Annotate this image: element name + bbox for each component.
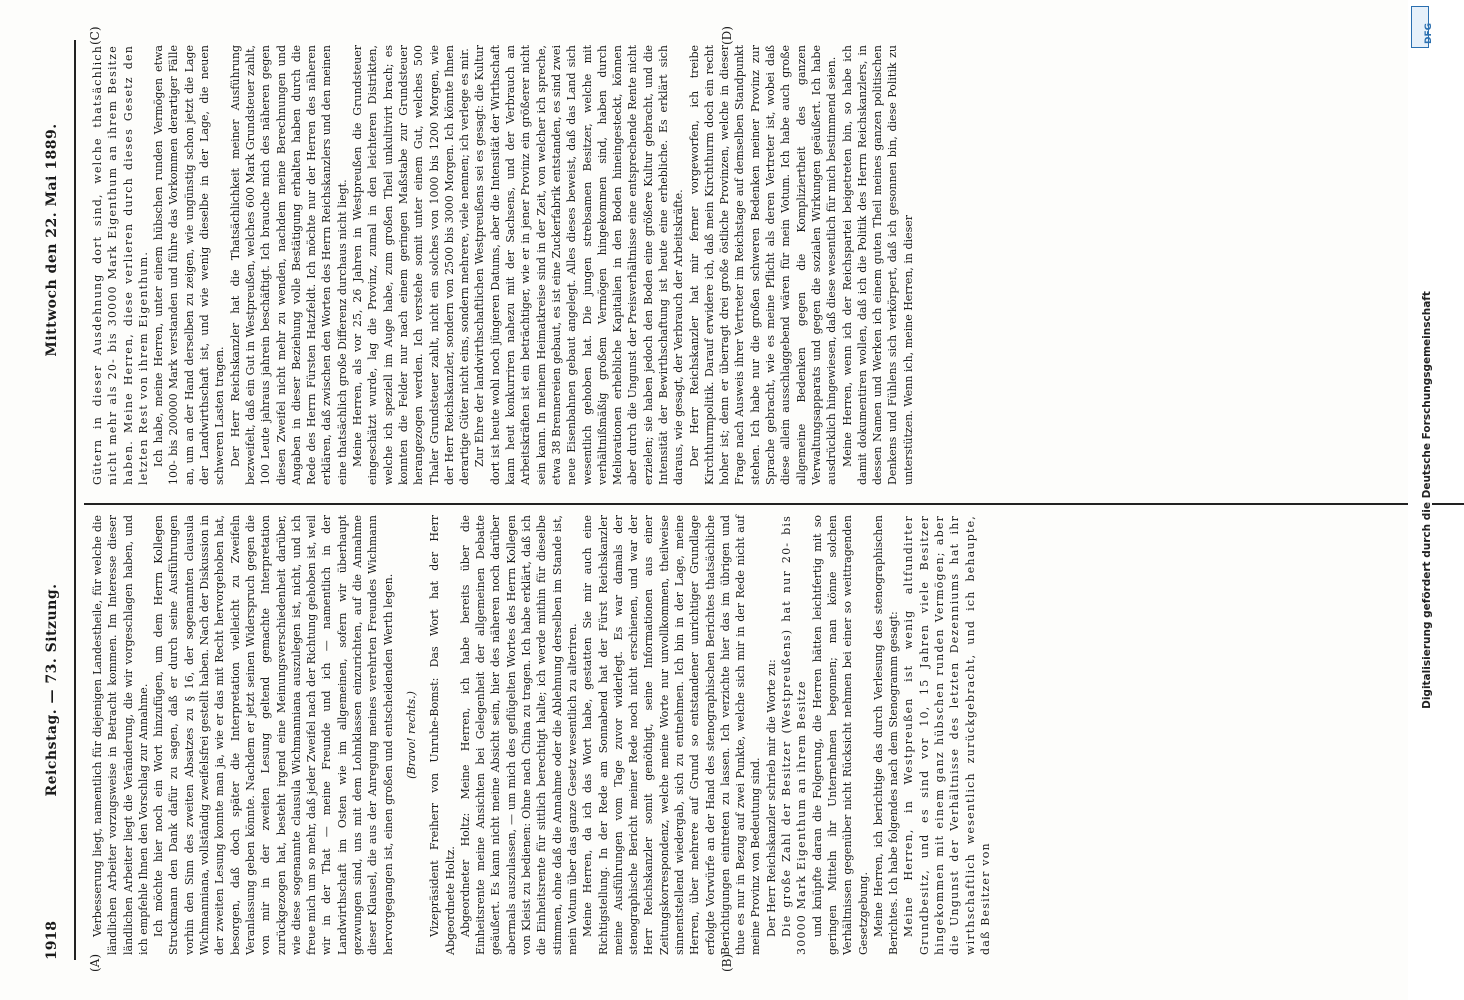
paragraph: Verbesserung liegt, namentlich für diejenigen Landestheile, für welche die ländlichen Arbeiter vorzugsweise in Betracht kommen. Im Interesse dieser ländlichen Arbeiter liegt die Veränderung, die wir vorgeschlagen haben, und ich empfehle Ihnen den Vorschlag zur Annahme. [91,515,150,955]
paragraph: Der Herr Reichskanzler hat die Thatsächlichkeit meiner Ausführung bezweifelt, daß ein Gut in Westpreußen, welches 600 Mark Grundsteuer zahlt, 100 Leute jahraus jahrein beschäftigt. Ich brauche mich des näheren gegen diesen Zweifel nicht mehr zu wenden, nachdem meine Berechnungen und Angaben in dieser Beziehung volle Bestätigung erhalten haben durch die Rede des Herrn Fürsten Hatzfeldt. Ich möchte nur der Herren des näheren erklären, daß zwischen den Worten des Herrn Reichskanzlers und den meinen eine thatsächlich große Differenz durchaus nicht liegt. [228,45,349,485]
digitization-credit: Digitalisierung gefördert durch die Deutsche Forschungsgemeinschaft [1421,291,1433,709]
quotation: Die große Zahl der Besitzer (Westpreußens) hat nur 20- bis 30000 Mark Eigenthum an ihrem Besitze [780,515,809,955]
header-rule [74,40,76,960]
margin-marker-d: (D) [720,26,734,45]
quotation: Meine Herren, in Westpreußen ist wenig altfundirter Grundbesitz, und es sind vor 10, 15 Jahren viele Besitzer hingekommen mit einem ganz hübschen runden Vermögen; aber die Ungunst der Verhältnisse des letzten Dezenniums hat ihr wirthschaftlich wesentlich zurückgebracht, und ich behaupte, daß Besitzer von [902,515,992,955]
paragraph: Meine Herren, da ich das Wort habe, gestatten Sie mir auch eine Richtigstellung. In der Rede am Sonnabend hat der Fürst Reichskanzler meine Ausführungen vom Tage zuvor widerlegt. Es war damals der stenographische Bericht meiner Rede noch nicht erschienen, und war der Herr Reichskanzler somit genöthigt, seine Informationen aus einer Zeitungskorrespondenz, welche meine Worte nur unvollkommen, theilweise sinnentstellend wiedergab, sich zu entnehmen. Ich bin in der Lage, meine Herren, über mehrere auf Grund so entstandener unrichtiger Grundlage erfolgte Vorwürfe an der Hand des stenographischen Berichtes thatsächliche Berichtigungen eintreten zu lassen. Ich verzichte hier das im übrigen und thue es nur in Bezug auf zwei Punkte, welche sich mir in der Rede nicht auf meine Provinz von Bedeutung sind. [581,515,763,955]
speaker-announcement: Vizepräsident Freiherr von Unruhe-Bomst: Das Wort hat der Herr Abgeordnete Holtz. [428,515,457,955]
paragraph: Ich möchte hier noch ein Wort hinzufügen, um dem Herrn Kollegen Struckmann den Dank dafür zu sagen, daß er durch seine Ausführungen vorhin den Sinn des zweiten Absatzes zu § 16, der sogenannten clausula Wichmanniana, vollständig zweifelsfrei gestellt haben. Nach der Diskussion in der zweiten Lesung konnte man ja, wie er das mit Recht hervorgehoben hat, besorgen, daß doch später die Interpretation vielleicht zu Zweifeln Veranlassung geben könnte. Nachdem er jetzt seinen Widerspruch gegen die von mir in der zweiten Lesung geltend gemachte Interpretation zurückgezogen hat, besteht irgend eine Meinungsverschiedenheit darüber, wie diese sogenannte clausula Wichmanniana auszulegen ist, nicht, und ich freue mich um so mehr, daß jeder Zweifel nach der Richtung gehoben ist, weil wir in der That — meine Freunde und ich — namentlich in der Landwirthschaft im Osten wie im allgemeinen, sofern wir überhaupt gezwungen sind, uns mit dem Lohnklassen einzurichten, auf die Annahme dieser Klausel, die aus der Anregung meines verehrten Freundes Wichmann hervorgegangen ist, einen großen und entscheidenden Werth legen. [152,515,395,955]
dfg-logo-text: DFG [1424,22,1434,44]
paragraph: Der Herr Reichskanzler schrieb mir die Worte zu: [764,659,778,937]
paragraph: Meine Herren, wenn ich der Reichspartei beigetreten bin, so habe ich damit dokumentiren wollen, daß ich die Politik des Herrn Reichskanzlers, in dessen Namen und Werken ich einem guten Theil meines ganzen politischen Denkens und Fühlens sich verkörpert, daß ich gesonnen bin, diese Politik zu unterstützen. Wenn ich, meine Herren, in dieser [840,45,915,485]
margin-marker-b: (B) [720,953,734,972]
page-number: 1918 [44,921,60,960]
quotation: Gütern in dieser Ausdehnung dort sind, welche thatsächlich nicht mehr als 20- bis 30000 Mark Eigenthum an ihrem Besitze haben. Meine Herren, diese verlieren durch dieses Gesetz den letzten Rest von ihrem Eigenthum. [91,45,150,485]
paragraph: Ich habe, meine Herren, unter einem hübschen runden Vermögen etwa 100- bis 200000 Mark verstanden und führe das Vorkommen derartiger Fälle an, um an der Hand derselben zu zeigen, wie ungünstig schon jetzt die Lage der Landwirthschaft ist, und wie wenig dieselbe in der Lage, die neuen schweren Lasten tragen. [152,45,227,485]
right-column [90,45,1390,485]
margin-marker-a: (A) [88,953,102,972]
session-date: Mittwoch den 22. Mai 1889. [44,123,60,357]
paragraph: und knüpfte daran die Folgerung, die Herren hätten leichtfertig mit so geringen Mitteln ihr Unternehmen begonnen; man könne solchen Verhältnissen gegenüber nicht Rücksicht nehmen bei einer so weittragenden Gesetzgebung. [810,515,870,955]
margin-marker-c: (C) [88,26,102,45]
column-divider [84,504,1464,506]
paragraph: Meine Herren, ich berichtige das durch Verlesung des stenographischen Berichtes. Ich habe folgendes nach dem Stenogramm gesagt: [871,515,901,955]
applause-note: (Bravo! rechts.) [404,691,418,779]
paragraph: Abgeordneter Holtz: Meine Herren, ich habe bereits über die Einheitsrente meine Ansichten bei Gelegenheit der allgemeinen Debatte geäußert. Es kann nicht meine Absicht sein, hier des näheren noch darüber abermals auszulassen, — um mich des geflügelten Wortes des Herrn Kollegen von Kleist zu bedienen: Ohne nach China zu tragen. Ich habe erklärt, daß ich die Einheitsrente für sittlich berechtigt halte; ich werde mithin für dieselbe stimmen, ohne daß die Annahme oder die Ablehnung derselben im Stande ist, mein Votum über das ganze Gesetz wesentlich zu alteriren. [458,515,579,955]
left-column [90,515,1390,955]
paragraph: Zur Ehre der landwirthschaftlichen Westpreußens sei es gesagt: die Kultur dort ist heute wohl noch jüngeren Datums, aber die Intensität der Wirthschaft kann heut konkurriren nahezu mit der Sachsens, und der Verbrauch an Arbeitskräften ist ein beträchtiger, wie er in jener Provinz ein größerer nicht sein kann. In meinem Heimatkreise sind in der Zeit, von welcher ich spreche, etwa 38 Brennereien gebaut, es ist eine Zuckerfabrik entstanden, es sind zwei neue Eisenbahnen gebaut angelegt. Alles dieses beweist, daß das Land sich wesentlich gehoben hat. Die jungen strebsamen Besitzer, welche mit verhältnißmäßig großem Vermögen hingekommen sind, haben durch Meliorationen erhebliche Kapitalien in den Boden hineingesteckt, können aber durch die Ungunst der Preisverhältnisse eine entsprechende Rente nicht erzielen; sie haben jedoch den Boden eine größere Kultur gebracht, und die Intensität der Bewirthschaftung ist heute eine erhebliche. Es erklärt sich daraus, wie gesagt, der Verbrauch der Arbeitskräfte. [473,45,686,485]
running-header [40,40,68,960]
paragraph: Der Herr Reichskanzler hat mir ferner vorgeworfen, ich treibe Kirchthurmpolitik. Darauf erwidere ich, daß mein Kirchthurm doch ein recht hoher ist; denn er überragt drei große östliche Provinzen, welche in dieser Frage nach Ausweis ihrer Vertreter im Reichstage auf demselben Standpunkt stehen. Ich habe nur die großen schweren Bedenken meiner Provinz zur Sprache gebracht, wie es meine Pflicht als deren Vertreter ist, wobei daß diese allein ausschlaggebend wären für mein Votum. Ich habe auch große allgemeine Bedenken gegen die Kompliziertheit des ganzen Verwaltungsapparats und gegen die sozialen Wirkungen geäußert. Ich habe ausdrücklich hingewiesen, daß diese wesentlich für mich bestimmend seien. [687,45,839,485]
paragraph: Meine Herren, als vor 25, 26 Jahren in Westpreußen die Grundsteuer eingeschätzt wurde, lag die Provinz, zumal in den leichteren Distrikten, welche ich speziell im Auge habe, zum großen Theil unkultivirt brach; es konnten die Felder nur nach einem geringen Maßstabe zur Grundsteuer herangezogen werden. Ich verstehe somit unter einem Gut, welches 500 Thaler Grundsteuer zahlt, nicht ein solches von 1000 bis 1200 Morgen, wie der Herr Reichskanzler, sondern von 2500 bis 3000 Morgen. Ich könnte Ihnen derartige Güter nicht eins, sondern mehrere, viele nennen; ich verlege es mir. [351,45,472,485]
session-title: Reichstag. — 73. Sitzung. [44,583,60,797]
